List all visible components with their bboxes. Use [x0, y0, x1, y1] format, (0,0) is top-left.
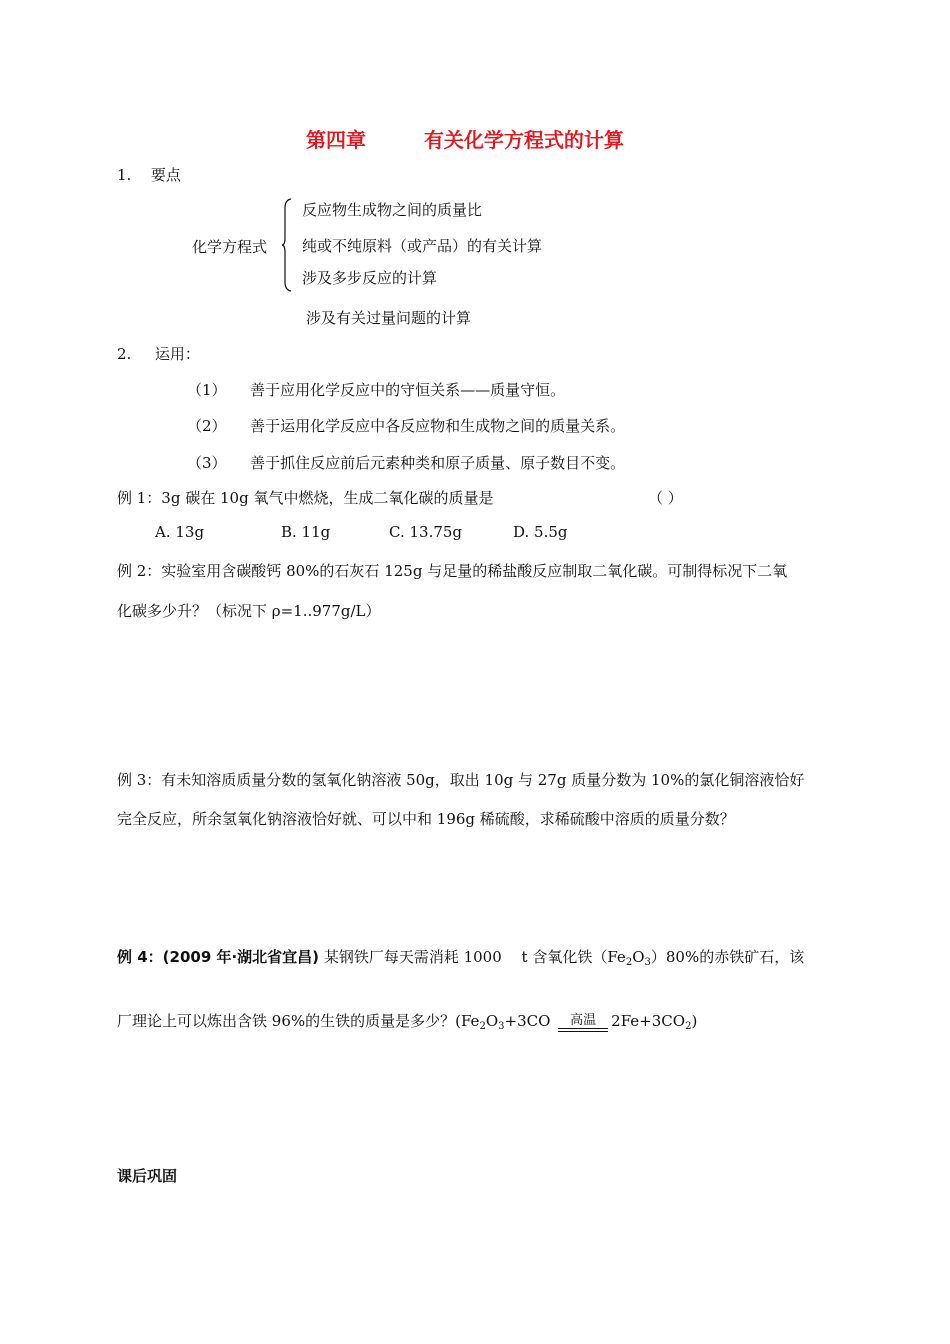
example2-line1: 例 2：实验室用含碳酸钙 80%的石灰石 125g 与足量的稀盐酸反应制取二氧化碳。可制得标况下二氧: [117, 562, 788, 580]
example1-question: 例 1：3g 碳在 10g 氧气中燃烧，生成二氧化碳的质量是: [117, 489, 494, 507]
example3-line1: 例 3：有未知溶质质量分数的氢氧化钠溶液 50g，取出 10g 与 27g 质量分数为 10%的氯化铜溶液恰好: [117, 771, 805, 789]
example4-oxygen: O: [632, 948, 645, 966]
section2-label: 运用：: [154, 345, 200, 363]
usage-num-3: （3）: [187, 454, 227, 472]
section1-heading: [117, 164, 181, 185]
example4-sub-3: 3: [644, 957, 651, 968]
formula-root: 化学方程式: [192, 238, 268, 256]
example4-text-c: 厂理论上可以炼出含铁 96%的生铁的质量是多少？(Fe: [117, 1012, 480, 1030]
usage-item-1: [187, 379, 565, 400]
usage-text-1: 善于应用化学反应中的守恒关系——质量守恒。: [250, 381, 566, 399]
point-item-2: 纯或不纯原料（或产品）的有关计算: [302, 237, 543, 255]
chapter-title: 有关化学方程式的计算: [423, 128, 624, 152]
page-title: [306, 124, 624, 153]
example4-sub-2: 2: [625, 957, 633, 968]
example4-text-a: 某钢铁厂每天需消耗 1000 t 含氧化铁（Fe: [323, 948, 626, 966]
example4-prefix: 例 4：(2009 年·湖北省宜昌): [117, 948, 320, 966]
section1-label: 要点: [150, 166, 181, 184]
chapter-label: 第四章: [306, 128, 366, 152]
example4-text-b: ）80%的赤铁矿石，该: [650, 948, 805, 966]
example1-option-c: C. 13.75g: [389, 523, 463, 541]
example4-sub-2b: 2: [479, 1021, 486, 1032]
example1-option-a: A. 13g: [155, 523, 205, 541]
example4-oxygen-b: O: [485, 1012, 499, 1030]
usage-text-3: 善于抓住反应前后元素种类和原子质量、原子数目不变。: [250, 454, 626, 472]
reaction-condition-label: 高温: [570, 1013, 597, 1028]
example1-answer-blank: （ ）: [648, 489, 683, 507]
section2-number: 2.: [117, 345, 132, 363]
example4-paren-close: ): [691, 1012, 698, 1030]
usage-num-1: （1）: [187, 381, 227, 399]
equals-sign-icon: [558, 1028, 608, 1032]
example3-line2: 完全反应，所余氢氧化钠溶液恰好就、可以中和 196g 稀硫酸，求稀硫酸中溶质的质量分数？: [117, 810, 735, 828]
example1-option-b: B. 11g: [281, 523, 331, 541]
example4-line2: [117, 1010, 697, 1032]
point-item-1: 反应物生成物之间的质量比: [302, 201, 483, 219]
usage-num-2: （2）: [187, 417, 227, 435]
point-item-3: 涉及多步反应的计算: [302, 269, 438, 287]
example4-sub-2c: 2: [685, 1021, 692, 1032]
after-class-heading: 课后巩固: [117, 1167, 178, 1185]
usage-item-2: [187, 415, 625, 436]
example1-option-d: D. 5.5g: [513, 523, 568, 541]
reaction-condition: [558, 1014, 608, 1032]
example2-line2: 化碳多少升？（标况下 ρ=1..977g/L）: [117, 602, 381, 620]
point-item-4: 涉及有关过量问题的计算: [306, 309, 472, 327]
example4-sub-3b: 3: [498, 1021, 505, 1032]
usage-text-2: 善于运用化学反应中各反应物和生成物之间的质量关系。: [250, 417, 626, 435]
example4-text-e: 2Fe+3CO: [611, 1012, 686, 1030]
brace-icon: [282, 198, 292, 292]
example4-line1: [117, 946, 804, 968]
section2-heading: [117, 343, 200, 364]
section1-number: 1.: [117, 166, 132, 184]
usage-item-3: [187, 452, 625, 473]
example4-text-d: +3CO: [504, 1012, 551, 1030]
